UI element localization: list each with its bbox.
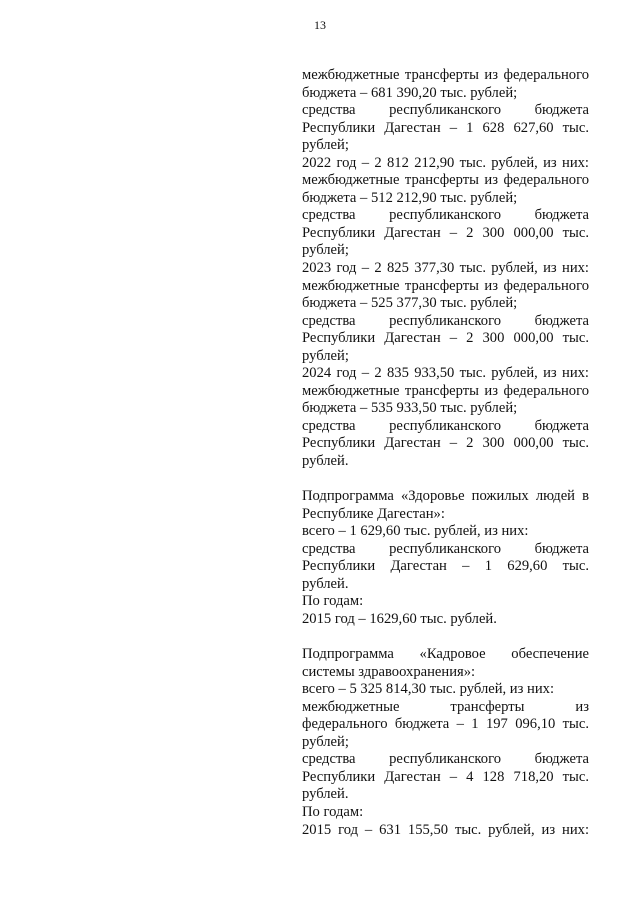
text-line: всего – 1 629,60 тыс. рублей, из них: xyxy=(302,523,529,540)
text-line: межбюджетные трансферты из xyxy=(302,698,589,715)
text-line: средства республиканского бюджета xyxy=(302,207,589,224)
text-line: 2022 год – 2 812 212,90 тыс. рублей, из них: xyxy=(302,154,589,171)
text-line: По годам: xyxy=(302,803,364,820)
paragraph-gap xyxy=(302,629,589,647)
text-line: Республики Дагестан – 2 300 000,00 тыс. xyxy=(302,224,589,241)
text-line: 2023 год – 2 825 377,30 тыс. рублей, из них: xyxy=(302,260,589,277)
text-line: межбюджетные трансферты из федерального xyxy=(302,277,589,294)
text-line: Республики Дагестан – 1 629,60 тыс. xyxy=(302,558,589,575)
text-line: Республике Дагестан»: xyxy=(302,505,445,522)
text-line: межбюджетные трансферты из федерального xyxy=(302,67,589,83)
page-number: 13 xyxy=(314,18,326,32)
text-line: Республики Дагестан – 2 300 000,00 тыс. xyxy=(302,330,589,347)
text-line: средства республиканского бюджета xyxy=(302,312,589,329)
text-line: рублей; xyxy=(302,137,349,154)
text-line: По годам: xyxy=(302,593,364,610)
text-line: средства республиканского бюджета xyxy=(302,102,589,119)
text-line: рублей; xyxy=(302,347,349,364)
text-line: бюджета – 681 390,20 тыс. рублей; xyxy=(302,84,518,101)
text-line: 2024 год – 2 835 933,50 тыс. рублей, из них: xyxy=(302,365,589,382)
text-line: межбюджетные трансферты из федерального xyxy=(302,382,589,399)
text-line: Республики Дагестан – 2 300 000,00 тыс. xyxy=(302,435,589,452)
text-line: системы здравоохранения»: xyxy=(302,663,476,680)
text-line: рублей. xyxy=(302,453,349,470)
text-line: бюджета – 512 212,90 тыс. рублей; xyxy=(302,189,518,206)
text-line: всего – 5 325 814,30 тыс. рублей, из них: xyxy=(302,681,555,698)
text-line: рублей; xyxy=(302,242,349,259)
text-line: 2015 год – 631 155,50 тыс. рублей, из них: xyxy=(302,821,589,838)
text-line: рублей. xyxy=(302,575,349,592)
text-line: средства республиканского бюджета xyxy=(302,540,589,557)
text-line: Республики Дагестан – 1 628 627,60 тыс. xyxy=(302,119,589,136)
text-line: Республики Дагестан – 4 128 718,20 тыс. xyxy=(302,768,589,785)
text-line: рублей; xyxy=(302,733,349,750)
text-line: бюджета – 525 377,30 тыс. рублей; xyxy=(302,295,518,312)
text-line: рублей. xyxy=(302,786,349,803)
paragraph-gap xyxy=(302,471,589,489)
text-line: средства республиканского бюджета xyxy=(302,417,589,434)
text-line: Подпрограмма «Кадровое обеспечение xyxy=(302,646,589,663)
text-line: средства республиканского бюджета xyxy=(302,751,589,768)
text-line: Подпрограмма «Здоровье пожилых людей в xyxy=(302,488,589,505)
text-line: бюджета – 535 933,50 тыс. рублей; xyxy=(302,400,518,417)
text-line: межбюджетные трансферты из федерального xyxy=(302,172,589,189)
text-line: федерального бюджета – 1 197 096,10 тыс. xyxy=(302,716,589,733)
text-line: 2015 год – 1629,60 тыс. рублей. xyxy=(302,610,497,627)
text-column xyxy=(302,67,589,839)
